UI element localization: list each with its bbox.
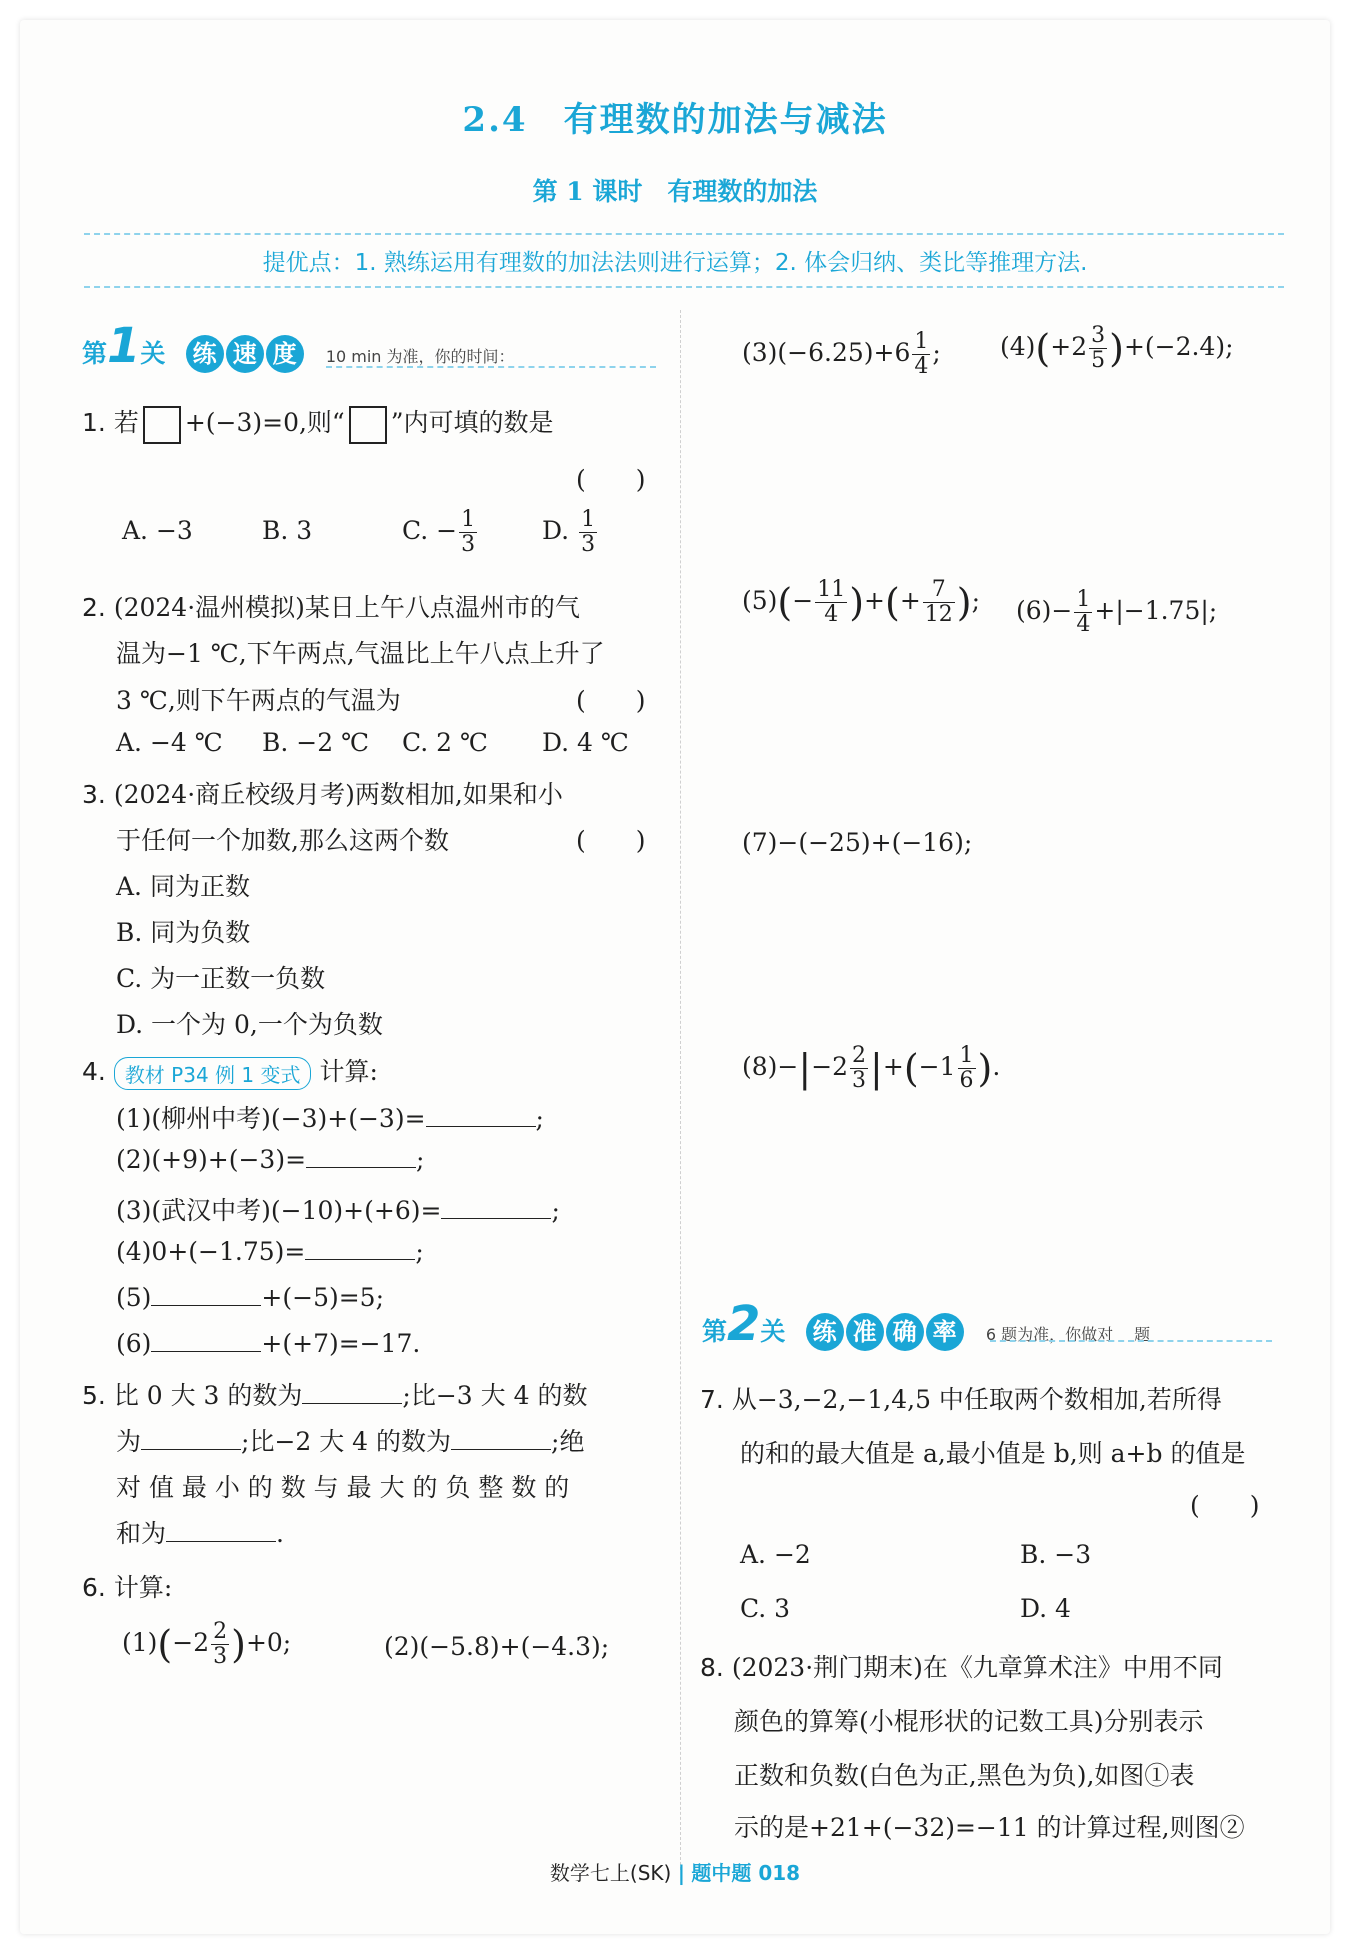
q1-option-c: C. − $\frac{1}{3}$ bbox=[402, 507, 476, 558]
section1-suffix: 关 bbox=[140, 339, 166, 368]
q3-number: 3. bbox=[82, 780, 106, 809]
footer-book: 数学七上(SK) bbox=[549, 1861, 672, 1885]
q7-answer-paren: ( ) bbox=[1190, 1491, 1260, 1520]
q7-option-b: B. −3 bbox=[1020, 1540, 1092, 1569]
q2-options bbox=[116, 728, 629, 757]
q4-item-3: (3)(武汉中考)(−10)+(+6)= ; bbox=[116, 1196, 560, 1225]
question-1 bbox=[82, 403, 554, 444]
section2-header bbox=[702, 1296, 1150, 1352]
header-divider-top bbox=[84, 233, 1284, 235]
q4-textbook-tag: 教材 P34 例 1 变式 bbox=[114, 1057, 312, 1090]
q7-line-2: 的和的最大值是 a,最小值是 b,则 a+b 的值是 bbox=[740, 1439, 1246, 1468]
section1-underline bbox=[326, 366, 656, 368]
q3-option-b: B. 同为负数 bbox=[116, 918, 251, 947]
q1-option-d: D. $\frac{1}{3}$ bbox=[542, 507, 596, 558]
section2-note: 6 题为准，你做对 题 bbox=[985, 1325, 1151, 1344]
q5-line-4: 和为 . bbox=[116, 1519, 284, 1548]
section2-number: 2 bbox=[727, 1296, 761, 1352]
q1-option-a: A. −3 bbox=[122, 516, 193, 546]
q6-part-7: (7)−(−25)+(−16); bbox=[742, 828, 973, 857]
q4-item-6: (6) +(+7)=−17. bbox=[116, 1329, 421, 1358]
q5-line-2: 为 ;比−2 大 4 的数为 ;绝 bbox=[116, 1427, 585, 1456]
section1-char: 速 bbox=[226, 335, 264, 373]
q1-blank-box bbox=[143, 406, 181, 444]
q6-label: 计算: bbox=[113, 1573, 173, 1602]
q3-line-1: (2024·商丘校级月考)两数相加,如果和小 bbox=[113, 780, 563, 809]
question-3 bbox=[82, 775, 563, 811]
footer-page: 题中题 018 bbox=[691, 1861, 801, 1885]
q4-number: 4. bbox=[82, 1057, 106, 1086]
q7-option-d: D. 4 bbox=[1020, 1594, 1071, 1623]
q4-label: 计算: bbox=[319, 1057, 378, 1086]
section1-prefix: 第 bbox=[82, 339, 108, 368]
footer-separator: | bbox=[677, 1861, 685, 1885]
q8-line-3: 正数和负数(白色为正,黑色为负),如图①表 bbox=[734, 1761, 1195, 1790]
question-2 bbox=[82, 588, 580, 624]
q5-number: 5. bbox=[82, 1381, 106, 1410]
q3-option-d: D. 一个为 0,一个为负数 bbox=[116, 1010, 383, 1039]
q7-option-a: A. −2 bbox=[740, 1540, 811, 1569]
q1-number: 1. bbox=[82, 408, 106, 437]
q2-number: 2. bbox=[82, 593, 106, 622]
q1-option-b: B. 3 bbox=[262, 516, 313, 546]
q2-line-1: (2024·温州模拟)某日上午八点温州市的气 bbox=[113, 593, 580, 622]
page-footer bbox=[0, 1857, 1350, 1886]
q7-option-c: C. 3 bbox=[740, 1594, 791, 1623]
q6-part-2: (2)(−5.8)+(−4.3); bbox=[384, 1632, 610, 1661]
q1-text-b: +(−3)=0,则“ bbox=[184, 408, 345, 437]
q4-item-1: (1)(柳州中考)(−3)+(−3)= ; bbox=[116, 1104, 544, 1133]
question-7 bbox=[700, 1380, 1222, 1416]
section2-suffix: 关 bbox=[760, 1317, 786, 1346]
section2-underline bbox=[990, 1340, 1272, 1342]
lesson-title: 2.4 有理数的加法与减法 bbox=[462, 100, 888, 140]
lesson-subtitle: 第 1 课时 有理数的加法 bbox=[532, 177, 818, 206]
question-5: 5. 比 0 大 3 的数为 ;比−3 大 4 的数 bbox=[82, 1381, 588, 1410]
section2-char: 练 bbox=[806, 1313, 844, 1351]
q6-part-3: (3)(−6.25)+6 $\frac{1}{4}$ ; bbox=[742, 329, 941, 380]
q1-options bbox=[122, 508, 599, 557]
q8-line-2: 颜色的算筹(小棍形状的记数工具)分别表示 bbox=[734, 1707, 1204, 1736]
q7-number: 7. bbox=[700, 1385, 724, 1414]
q2-line-3: 3 ℃,则下午两点的气温为 bbox=[116, 686, 401, 715]
q3-option-c: C. 为一正数一负数 bbox=[116, 964, 326, 993]
section2-prefix: 第 bbox=[702, 1317, 728, 1346]
column-divider bbox=[680, 310, 681, 1870]
q1-text-c: ”内可填的数是 bbox=[390, 408, 554, 437]
q2-option-a: A. −4 ℃ bbox=[116, 728, 223, 757]
q2-option-b: B. −2 ℃ bbox=[262, 728, 370, 757]
tip-text: 提优点：1. 熟练运用有理数的加法法则进行运算；2. 体会归纳、类比等推理方法. bbox=[262, 250, 1088, 276]
section2-char: 率 bbox=[926, 1313, 964, 1351]
q2-line-2: 温为−1 ℃,下午两点,气温比上午八点上升了 bbox=[116, 639, 605, 668]
section1-note: 10 min 为准，你的时间： bbox=[325, 347, 515, 366]
q2-option-d: D. 4 ℃ bbox=[542, 728, 629, 757]
q1-text-a: 若 bbox=[113, 408, 139, 437]
section1-number: 1 bbox=[107, 318, 141, 374]
q6-number: 6. bbox=[82, 1573, 106, 1602]
q3-option-a: A. 同为正数 bbox=[116, 872, 250, 901]
q1-blank-box bbox=[349, 406, 387, 444]
q2-option-c: C. 2 ℃ bbox=[402, 728, 488, 757]
q8-line-4: 示的是+21+(−32)=−11 的计算过程,则图② bbox=[734, 1813, 1245, 1842]
section2-char: 确 bbox=[886, 1313, 924, 1351]
q4-item-5: (5) +(−5)=5; bbox=[116, 1283, 385, 1312]
q5-line-3: 对 值 最 小 的 数 与 最 大 的 负 整 数 的 bbox=[116, 1473, 570, 1502]
question-8 bbox=[700, 1648, 1223, 1684]
q6-part-8: (8)−|−2 $\frac{2}{3}$ |+(−1 $\frac{1}{6}$ ). bbox=[742, 1043, 1001, 1094]
q6-part-5: (5)(− $\frac{11}{4}$ )+(+ $\frac{7}{12}$ ); bbox=[742, 577, 981, 628]
section2-char: 准 bbox=[846, 1313, 884, 1351]
section1-char: 练 bbox=[186, 335, 224, 373]
section1-char: 度 bbox=[266, 335, 304, 373]
q2-answer-paren: ( ) bbox=[576, 686, 646, 715]
q6-part-1: (1)(−2 $\frac{2}{3}$ )+0; bbox=[122, 1619, 292, 1670]
q8-number: 8. bbox=[700, 1653, 724, 1682]
question-4 bbox=[82, 1052, 378, 1090]
q1-answer-paren: ( ) bbox=[576, 465, 646, 494]
q7-line-1: 从−3,−2,−1,4,5 中任取两个数相加,若所得 bbox=[731, 1385, 1222, 1414]
q6-part-4: (4)(+2 $\frac{3}{5}$ )+(−2.4); bbox=[1000, 323, 1234, 374]
header-divider-bottom bbox=[84, 286, 1284, 288]
q3-answer-paren: ( ) bbox=[576, 826, 646, 855]
q8-line-1: (2023·荆门期末)在《九章算术注》中用不同 bbox=[731, 1653, 1223, 1682]
q4-item-2: (2)(+9)+(−3)= ; bbox=[116, 1145, 425, 1174]
q3-line-2: 于任何一个加数,那么这两个数 bbox=[116, 826, 449, 855]
question-6 bbox=[82, 1568, 172, 1604]
q4-item-4: (4)0+(−1.75)= ; bbox=[116, 1237, 424, 1266]
q6-part-6: (6)− $\frac{1}{4}$ +|−1.75|; bbox=[1016, 587, 1218, 638]
